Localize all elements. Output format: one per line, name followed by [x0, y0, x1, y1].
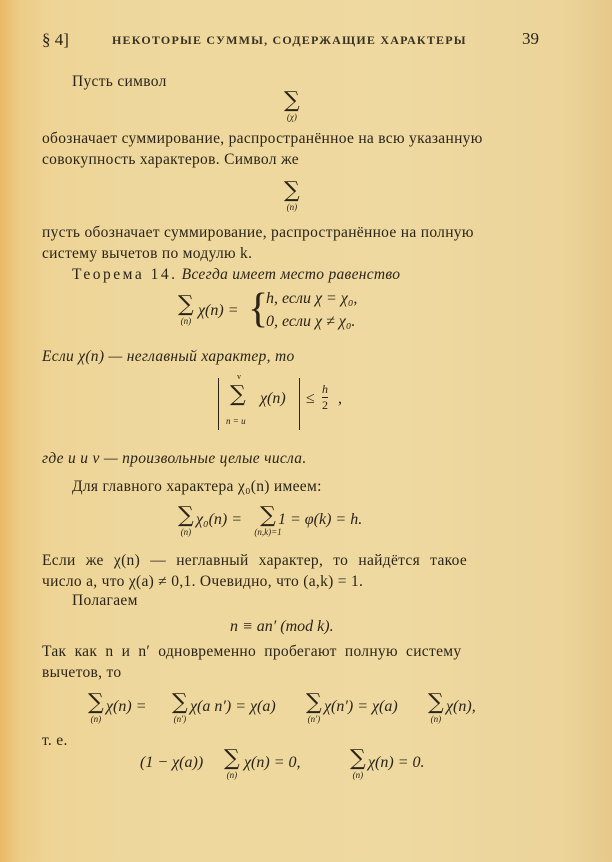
sum-block: [178, 294, 194, 326]
sigma-symbol: ∑: [178, 503, 194, 528]
sigma-symbol: ∑: [284, 88, 300, 113]
sum-subscript: (n): [226, 770, 238, 780]
page-number: 39: [522, 29, 539, 48]
abs-bar-left: [218, 378, 219, 430]
sum-term-2: 1 = φ(k) = h.: [278, 511, 363, 528]
paragraph-9-line-1: Так как n и n′ одновременно пробегают полную систему: [42, 643, 462, 660]
sum-subscript: (n): [180, 527, 192, 537]
sum-subscript: (n): [180, 316, 192, 326]
section-marker: § 4]: [42, 30, 69, 49]
sum-subscript: (n): [430, 714, 442, 724]
term-2: χ(a n′) = χ(a): [190, 698, 276, 715]
relation: ≤: [306, 390, 315, 407]
theorem-label: Теорема 14.: [72, 266, 178, 283]
sigma-symbol: ∑: [172, 690, 188, 715]
sum-subscript: (n): [286, 202, 298, 212]
sum-block-1: [178, 505, 194, 537]
sum-block-1: [88, 692, 104, 724]
fraction: [322, 382, 328, 413]
sum-lower-limit: n = u: [226, 416, 246, 426]
sigma-symbol: ∑: [350, 746, 366, 771]
sigma-symbol: ∑: [306, 690, 322, 715]
sum-block-1: [224, 748, 240, 780]
comma: ,: [338, 390, 342, 407]
term-3: χ(n′) = χ(a): [324, 698, 398, 715]
paragraph-9-line-2: вычетов, то: [42, 664, 122, 681]
paragraph-7-line-2: число a, что χ(a) ≠ 0,1. Очевидно, что (a,k) = 1.: [42, 573, 364, 590]
sum-subscript: (n): [352, 770, 364, 780]
equation-congruence: n ≡ an′ (mod k).: [230, 618, 334, 635]
theorem-text: Всегда имеет место равенство: [181, 266, 401, 283]
sum-subscript: (n): [90, 714, 102, 724]
sum-upper-limit: v: [237, 372, 241, 381]
sigma-symbol: ∑: [178, 292, 194, 317]
sigma-symbol: ∑: [230, 382, 246, 407]
sigma-symbol: ∑: [88, 690, 104, 715]
paragraph-3-line-2: систему вычетов по модулю k.: [42, 245, 253, 262]
paragraph-2-line-2: совокупность характеров. Символ же: [42, 151, 299, 168]
paragraph-2-line-1: обозначает суммирование, распространённое на всю указанную: [42, 130, 483, 147]
paragraph-6: Для главного характера χ₀(n) имеем:: [72, 478, 322, 495]
sum-subscript: (χ): [286, 112, 297, 122]
paragraph-7-line-1: Если же χ(n) — неглавный характер, то найдётся такое: [42, 552, 468, 569]
paragraph-1: Пусть символ: [72, 73, 167, 90]
fraction-numerator: h: [322, 382, 328, 396]
equation-bound: [218, 372, 418, 437]
sum-term-1: χ₀(n) =: [196, 511, 243, 528]
fraction-denominator: 2: [322, 398, 328, 412]
equation-substitution: [88, 692, 538, 732]
term-4: χ(n),: [446, 698, 476, 715]
sum-term: χ(n): [260, 390, 286, 407]
sum-subscript: (n,k)=1: [254, 527, 282, 537]
paragraph-3-line-1: пусть обозначает суммирование, распространённое на полную: [42, 224, 474, 241]
paragraph-4: Если χ(n) — неглавный характер, то: [42, 348, 295, 365]
case-2: 0, если χ ≠ χ₀.: [266, 313, 356, 330]
sigma-symbol: ∑: [224, 746, 240, 771]
sum-over-characters: [284, 90, 300, 122]
sigma-symbol: ∑: [260, 503, 276, 528]
sum-subscript: (n′): [173, 714, 187, 724]
sum-block-3: [306, 692, 322, 724]
sum-block-2: [350, 748, 366, 780]
prefactor: (1 − χ(a)): [140, 754, 204, 771]
sum-block-4: [428, 692, 444, 724]
sigma-symbol: ∑: [428, 690, 444, 715]
sum-subscript: (n′): [307, 714, 321, 724]
theorem-statement: [72, 266, 400, 284]
paragraph-5: где u и v — произвольные целые числа.: [42, 450, 307, 467]
sum-over-residues: [284, 180, 300, 212]
equation-principal-character: [178, 505, 458, 545]
sum-block-2: [172, 692, 188, 724]
sigma-symbol: ∑: [284, 178, 300, 203]
paragraph-8: Полагаем: [72, 592, 138, 609]
equation-lhs: χ(n) =: [198, 302, 239, 319]
paragraph-10: т. е.: [42, 732, 68, 749]
equation-conclusion: [140, 748, 480, 788]
case-1: h, если χ = χ₀,: [266, 290, 358, 307]
brace-symbol: {: [248, 286, 269, 332]
term-1: χ(n) = 0,: [244, 754, 301, 771]
term-2: χ(n) = 0.: [368, 754, 425, 771]
running-title: НЕКОТОРЫЕ СУММЫ, СОДЕРЖАЩИЕ ХАРАКТЕРЫ: [112, 33, 467, 47]
term-1: χ(n) =: [106, 698, 147, 715]
abs-bar-right: [299, 378, 300, 430]
